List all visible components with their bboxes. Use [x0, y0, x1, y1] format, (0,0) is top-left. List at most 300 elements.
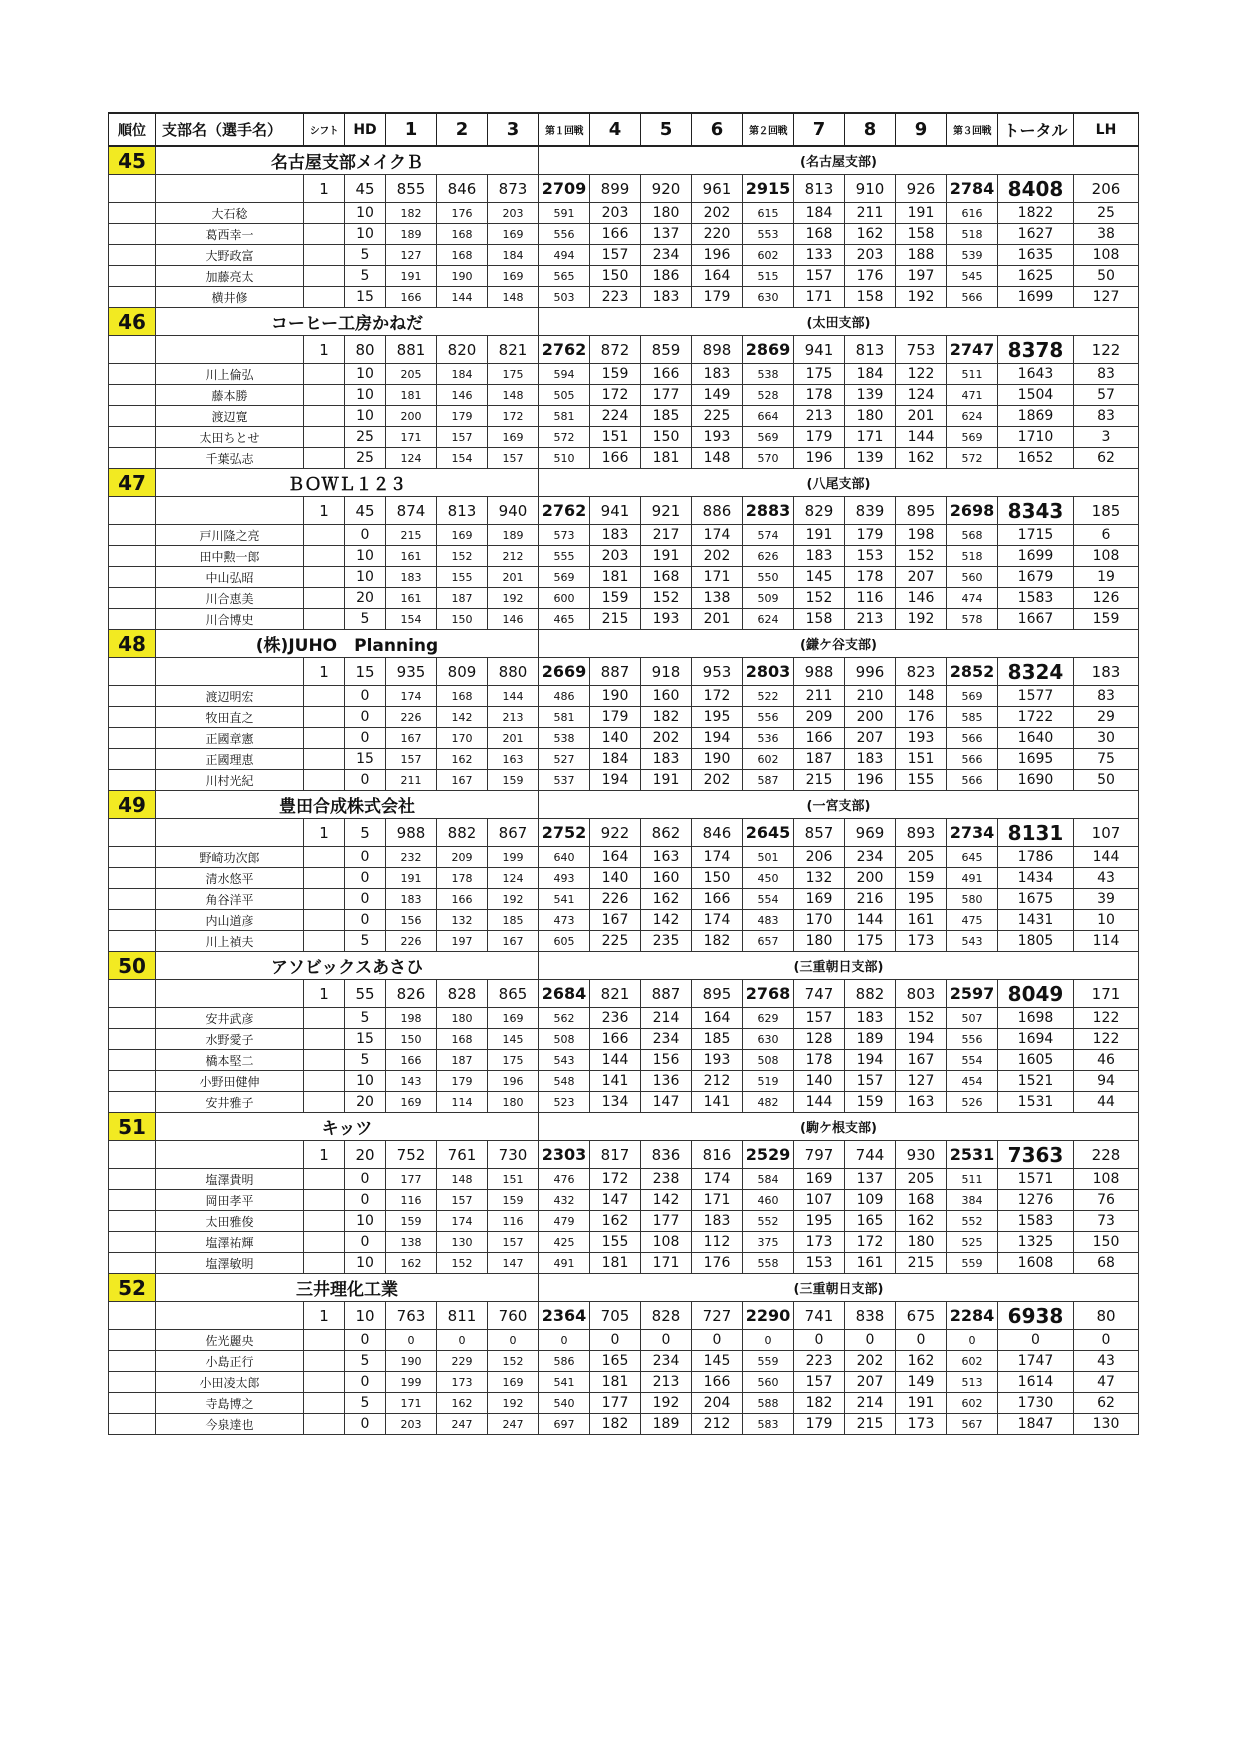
player-score-cell: 142 — [641, 1190, 692, 1211]
header-game-9: 9 — [896, 113, 947, 146]
team-header-row — [109, 469, 1139, 497]
team-total-cell: 941 — [794, 336, 845, 364]
player-score-cell: 565 — [539, 266, 590, 287]
player-score-cell: 168 — [437, 245, 488, 266]
player-score-cell: 10 — [345, 546, 386, 567]
player-row — [109, 1029, 1139, 1050]
team-total-cell: 828 — [437, 980, 488, 1008]
player-score-cell: 161 — [386, 588, 437, 609]
player-score-cell: 384 — [947, 1190, 998, 1211]
player-score-cell: 187 — [437, 588, 488, 609]
team-total-cell: 171 — [1074, 980, 1139, 1008]
player-score-cell: 215 — [386, 525, 437, 546]
player-row — [109, 868, 1139, 889]
player-row — [109, 1092, 1139, 1113]
team-total-cell: 2531 — [947, 1141, 998, 1169]
player-score-cell: 200 — [386, 406, 437, 427]
player-score-cell: 169 — [488, 1008, 539, 1029]
team-rank: 51 — [109, 1113, 156, 1141]
team-total-cell: 826 — [386, 980, 437, 1008]
player-score-cell: 116 — [845, 588, 896, 609]
player-score-cell: 1847 — [998, 1414, 1074, 1435]
standings-table — [108, 112, 1139, 1435]
player-score-cell: 10 — [345, 224, 386, 245]
player-score-cell: 511 — [947, 1169, 998, 1190]
player-score-cell: 1583 — [998, 588, 1074, 609]
team-total-cell: 206 — [1074, 175, 1139, 203]
player-score-cell: 1605 — [998, 1050, 1074, 1071]
player-name: 水野愛子 — [156, 1029, 304, 1050]
player-score-cell: 146 — [437, 385, 488, 406]
player-score-cell: 583 — [743, 1414, 794, 1435]
team-total-cell: 821 — [590, 980, 641, 1008]
player-score-cell: 203 — [845, 245, 896, 266]
player-score-cell: 200 — [845, 707, 896, 728]
player-row — [109, 1330, 1139, 1351]
player-score-cell: 166 — [437, 889, 488, 910]
player-score-cell: 189 — [386, 224, 437, 245]
empty-cell — [109, 1141, 156, 1169]
team-total-cell: 744 — [845, 1141, 896, 1169]
player-name: 川合恵美 — [156, 588, 304, 609]
player-name: 小田凌太郎 — [156, 1372, 304, 1393]
player-score-cell: 169 — [488, 427, 539, 448]
player-score-cell: 190 — [692, 749, 743, 770]
player-score-cell: 162 — [437, 749, 488, 770]
player-score-cell: 159 — [590, 588, 641, 609]
player-score-cell: 179 — [437, 1071, 488, 1092]
player-row — [109, 266, 1139, 287]
player-score-cell: 145 — [488, 1029, 539, 1050]
player-score-cell: 1434 — [998, 868, 1074, 889]
team-total-cell: 817 — [590, 1141, 641, 1169]
player-score-cell: 482 — [743, 1092, 794, 1113]
player-score-cell: 602 — [743, 245, 794, 266]
empty-cell — [109, 1050, 156, 1071]
empty-cell — [109, 1169, 156, 1190]
player-score-cell: 207 — [845, 1372, 896, 1393]
team-total-row — [109, 1141, 1139, 1169]
player-score-cell: 209 — [437, 847, 488, 868]
player-score-cell: 179 — [845, 525, 896, 546]
player-score-cell: 552 — [947, 1211, 998, 1232]
player-score-cell: 181 — [590, 1372, 641, 1393]
team-name: 名古屋支部メイクＢ — [156, 146, 539, 175]
player-score-cell: 167 — [386, 728, 437, 749]
player-score-cell: 553 — [743, 224, 794, 245]
empty-cell — [156, 175, 304, 203]
player-score-cell: 162 — [896, 1351, 947, 1372]
player-row — [109, 1414, 1139, 1435]
player-score-cell: 1640 — [998, 728, 1074, 749]
player-score-cell: 223 — [794, 1351, 845, 1372]
player-score-cell: 234 — [845, 847, 896, 868]
player-score-cell: 150 — [437, 609, 488, 630]
player-score-cell: 144 — [845, 910, 896, 931]
player-score-cell: 554 — [743, 889, 794, 910]
team-total-cell: 2803 — [743, 658, 794, 686]
player-score-cell: 191 — [794, 525, 845, 546]
team-branch: (鎌ケ谷支部) — [539, 630, 1139, 658]
player-score-cell: 148 — [488, 287, 539, 308]
player-score-cell: 197 — [437, 931, 488, 952]
player-score-cell: 1614 — [998, 1372, 1074, 1393]
player-score-cell: 10 — [345, 385, 386, 406]
player-score-cell: 160 — [641, 868, 692, 889]
player-score-cell: 174 — [437, 1211, 488, 1232]
player-score-cell: 179 — [794, 1414, 845, 1435]
player-score-cell: 483 — [743, 910, 794, 931]
player-score-cell: 1822 — [998, 203, 1074, 224]
player-score-cell: 133 — [794, 245, 845, 266]
player-score-cell: 127 — [386, 245, 437, 266]
player-score-cell: 183 — [692, 1211, 743, 1232]
empty-cell — [109, 546, 156, 567]
player-score-cell: 1276 — [998, 1190, 1074, 1211]
player-score-cell: 165 — [845, 1211, 896, 1232]
player-score-cell: 630 — [743, 287, 794, 308]
player-score-cell: 586 — [539, 1351, 590, 1372]
player-score-cell: 560 — [947, 567, 998, 588]
player-score-cell: 161 — [896, 910, 947, 931]
player-score-cell: 130 — [1074, 1414, 1139, 1435]
player-score-cell: 562 — [539, 1008, 590, 1029]
player-score-cell: 185 — [692, 1029, 743, 1050]
player-score-cell: 149 — [896, 1372, 947, 1393]
player-score-cell: 201 — [488, 728, 539, 749]
team-branch: (一宮支部) — [539, 791, 1139, 819]
header-game-3: 3 — [488, 113, 539, 146]
player-score-cell: 20 — [345, 588, 386, 609]
player-score-cell: 450 — [743, 868, 794, 889]
team-total-cell: 15 — [345, 658, 386, 686]
player-score-cell: 190 — [437, 266, 488, 287]
player-score-cell: 108 — [1074, 245, 1139, 266]
player-score-cell: 1786 — [998, 847, 1074, 868]
player-score-cell — [304, 588, 345, 609]
team-total-cell: 1 — [304, 819, 345, 847]
team-total-cell: 811 — [437, 1302, 488, 1330]
player-score-cell: 181 — [386, 385, 437, 406]
player-score-cell: 107 — [794, 1190, 845, 1211]
player-score-cell: 214 — [641, 1008, 692, 1029]
player-score-cell: 570 — [743, 448, 794, 469]
player-row — [109, 1008, 1139, 1029]
player-score-cell: 137 — [641, 224, 692, 245]
player-score-cell: 159 — [488, 1190, 539, 1211]
player-score-cell: 513 — [947, 1372, 998, 1393]
player-score-cell — [304, 686, 345, 707]
empty-cell — [156, 1141, 304, 1169]
player-score-cell: 169 — [386, 1092, 437, 1113]
team-total-cell: 8343 — [998, 497, 1074, 525]
team-total-cell: 6938 — [998, 1302, 1074, 1330]
player-score-cell: 528 — [743, 385, 794, 406]
team-total-cell: 940 — [488, 497, 539, 525]
player-score-cell: 192 — [488, 1393, 539, 1414]
player-row — [109, 1253, 1139, 1274]
player-score-cell: 194 — [590, 770, 641, 791]
player-name: 中山弘昭 — [156, 567, 304, 588]
empty-cell — [109, 224, 156, 245]
player-score-cell: 574 — [743, 525, 794, 546]
team-header-row — [109, 308, 1139, 336]
player-score-cell: 510 — [539, 448, 590, 469]
team-total-cell: 10 — [345, 1302, 386, 1330]
empty-cell — [156, 658, 304, 686]
player-score-cell: 536 — [743, 728, 794, 749]
player-score-cell: 176 — [845, 266, 896, 287]
player-score-cell: 148 — [488, 385, 539, 406]
player-score-cell: 585 — [947, 707, 998, 728]
player-score-cell: 207 — [896, 567, 947, 588]
player-row — [109, 770, 1139, 791]
player-score-cell — [304, 707, 345, 728]
team-total-cell: 2883 — [743, 497, 794, 525]
player-score-cell: 541 — [539, 889, 590, 910]
player-score-cell: 540 — [539, 1393, 590, 1414]
team-header-row — [109, 1274, 1139, 1302]
player-score-cell: 615 — [743, 203, 794, 224]
player-score-cell: 0 — [437, 1330, 488, 1351]
player-score-cell: 175 — [488, 364, 539, 385]
player-score-cell: 171 — [794, 287, 845, 308]
player-score-cell: 50 — [1074, 770, 1139, 791]
team-total-cell: 2529 — [743, 1141, 794, 1169]
team-total-cell: 809 — [437, 658, 488, 686]
player-score-cell: 0 — [345, 868, 386, 889]
player-name: 太田雅俊 — [156, 1211, 304, 1232]
header-row — [109, 113, 1139, 146]
team-total-cell: 2762 — [539, 336, 590, 364]
player-score-cell: 203 — [590, 546, 641, 567]
header-lh: LH — [1074, 113, 1139, 146]
player-score-cell: 1695 — [998, 749, 1074, 770]
empty-cell — [109, 749, 156, 770]
player-score-cell: 173 — [896, 931, 947, 952]
player-score-cell: 180 — [794, 931, 845, 952]
player-score-cell: 38 — [1074, 224, 1139, 245]
player-score-cell: 152 — [641, 588, 692, 609]
player-score-cell: 148 — [692, 448, 743, 469]
player-score-cell: 137 — [845, 1169, 896, 1190]
header-rank: 順位 — [109, 113, 156, 146]
player-row — [109, 427, 1139, 448]
player-score-cell: 178 — [845, 567, 896, 588]
player-score-cell — [304, 1393, 345, 1414]
player-score-cell: 201 — [488, 567, 539, 588]
player-score-cell: 177 — [641, 1211, 692, 1232]
player-score-cell: 580 — [947, 889, 998, 910]
player-score-cell: 175 — [794, 364, 845, 385]
team-total-cell: 867 — [488, 819, 539, 847]
player-score-cell: 169 — [488, 266, 539, 287]
player-score-cell: 150 — [386, 1029, 437, 1050]
player-score-cell: 1625 — [998, 266, 1074, 287]
player-score-cell: 173 — [896, 1414, 947, 1435]
empty-cell — [109, 980, 156, 1008]
player-score-cell: 136 — [641, 1071, 692, 1092]
team-total-cell: 839 — [845, 497, 896, 525]
player-score-cell: 162 — [386, 1253, 437, 1274]
standings-body — [109, 146, 1139, 1435]
player-score-cell: 10 — [345, 1071, 386, 1092]
team-total-cell: 45 — [345, 175, 386, 203]
team-total-cell: 5 — [345, 819, 386, 847]
player-score-cell: 130 — [437, 1232, 488, 1253]
player-score-cell: 183 — [641, 749, 692, 770]
player-score-cell: 602 — [947, 1393, 998, 1414]
player-score-cell: 168 — [437, 224, 488, 245]
player-row — [109, 588, 1139, 609]
team-total-cell: 2284 — [947, 1302, 998, 1330]
player-score-cell — [304, 770, 345, 791]
player-score-cell: 697 — [539, 1414, 590, 1435]
player-score-cell: 216 — [845, 889, 896, 910]
player-score-cell: 181 — [590, 1253, 641, 1274]
player-score-cell: 200 — [845, 868, 896, 889]
player-score-cell: 537 — [539, 770, 590, 791]
player-score-cell: 202 — [692, 770, 743, 791]
player-score-cell: 234 — [641, 245, 692, 266]
player-score-cell — [304, 1232, 345, 1253]
player-score-cell: 147 — [488, 1253, 539, 1274]
team-header-row — [109, 1113, 1139, 1141]
player-score-cell: 213 — [488, 707, 539, 728]
player-score-cell: 169 — [437, 525, 488, 546]
team-total-cell: 813 — [794, 175, 845, 203]
player-row — [109, 1190, 1139, 1211]
player-score-cell: 201 — [692, 609, 743, 630]
player-score-cell: 141 — [692, 1092, 743, 1113]
player-score-cell: 138 — [386, 1232, 437, 1253]
team-total-cell: 953 — [692, 658, 743, 686]
player-row — [109, 1232, 1139, 1253]
player-score-cell — [304, 1211, 345, 1232]
player-score-cell: 145 — [794, 567, 845, 588]
player-score-cell — [304, 1071, 345, 1092]
player-score-cell: 182 — [794, 1393, 845, 1414]
team-total-row — [109, 819, 1139, 847]
player-name: 塩澤祐輝 — [156, 1232, 304, 1253]
player-name: 大野政富 — [156, 245, 304, 266]
empty-cell — [109, 1351, 156, 1372]
player-score-cell: 169 — [488, 224, 539, 245]
player-score-cell: 190 — [386, 1351, 437, 1372]
empty-cell — [109, 609, 156, 630]
player-score-cell: 479 — [539, 1211, 590, 1232]
player-score-cell: 1635 — [998, 245, 1074, 266]
player-row — [109, 203, 1139, 224]
player-score-cell: 217 — [641, 525, 692, 546]
player-score-cell: 39 — [1074, 889, 1139, 910]
player-score-cell — [304, 567, 345, 588]
player-score-cell: 94 — [1074, 1071, 1139, 1092]
player-score-cell: 139 — [845, 385, 896, 406]
player-score-cell: 168 — [794, 224, 845, 245]
player-score-cell: 179 — [794, 427, 845, 448]
player-score-cell: 247 — [488, 1414, 539, 1435]
player-score-cell: 176 — [692, 1253, 743, 1274]
team-total-cell: 1 — [304, 658, 345, 686]
player-score-cell: 473 — [539, 910, 590, 931]
team-total-cell: 882 — [437, 819, 488, 847]
player-score-cell: 83 — [1074, 686, 1139, 707]
team-total-cell: 2364 — [539, 1302, 590, 1330]
player-score-cell: 0 — [345, 525, 386, 546]
player-score-cell: 162 — [641, 889, 692, 910]
team-total-cell: 874 — [386, 497, 437, 525]
empty-cell — [109, 497, 156, 525]
player-score-cell: 151 — [488, 1169, 539, 1190]
player-score-cell: 509 — [743, 588, 794, 609]
team-total-cell: 761 — [437, 1141, 488, 1169]
header-name: 支部名（選手名） — [156, 113, 304, 146]
player-score-cell: 183 — [845, 749, 896, 770]
player-row — [109, 448, 1139, 469]
player-score-cell: 0 — [345, 1169, 386, 1190]
team-total-cell: 2762 — [539, 497, 590, 525]
player-name: 葛西幸一 — [156, 224, 304, 245]
team-name: アソビックスあさひ — [156, 952, 539, 980]
player-name: 今泉達也 — [156, 1414, 304, 1435]
player-score-cell: 0 — [488, 1330, 539, 1351]
player-score-cell: 183 — [386, 889, 437, 910]
player-name: 岡田孝平 — [156, 1190, 304, 1211]
player-score-cell: 465 — [539, 609, 590, 630]
player-score-cell: 215 — [845, 1414, 896, 1435]
player-score-cell: 197 — [896, 266, 947, 287]
player-score-cell: 191 — [386, 266, 437, 287]
team-name: コーヒー工房かねだ — [156, 308, 539, 336]
player-score-cell: 184 — [590, 749, 641, 770]
player-row — [109, 385, 1139, 406]
empty-cell — [109, 1092, 156, 1113]
player-score-cell — [304, 427, 345, 448]
player-score-cell: 157 — [794, 1008, 845, 1029]
player-score-cell: 1325 — [998, 1232, 1074, 1253]
team-total-cell: 926 — [896, 175, 947, 203]
player-score-cell — [304, 364, 345, 385]
player-score-cell: 190 — [590, 686, 641, 707]
empty-cell — [109, 728, 156, 749]
player-score-cell: 568 — [947, 525, 998, 546]
player-row — [109, 1393, 1139, 1414]
player-score-cell: 205 — [386, 364, 437, 385]
player-score-cell: 163 — [896, 1092, 947, 1113]
player-score-cell: 523 — [539, 1092, 590, 1113]
player-score-cell — [304, 1169, 345, 1190]
empty-cell — [109, 847, 156, 868]
player-score-cell: 5 — [345, 1351, 386, 1372]
player-score-cell: 212 — [488, 546, 539, 567]
empty-cell — [109, 588, 156, 609]
player-score-cell: 156 — [641, 1050, 692, 1071]
header-game-7: 7 — [794, 113, 845, 146]
player-score-cell: 0 — [641, 1330, 692, 1351]
player-score-cell: 172 — [692, 686, 743, 707]
player-score-cell: 192 — [896, 609, 947, 630]
player-score-cell: 143 — [386, 1071, 437, 1092]
player-score-cell: 1571 — [998, 1169, 1074, 1190]
player-score-cell: 1699 — [998, 287, 1074, 308]
player-score-cell: 162 — [845, 224, 896, 245]
player-score-cell: 1643 — [998, 364, 1074, 385]
player-score-cell: 10 — [345, 1211, 386, 1232]
team-branch: (名古屋支部) — [539, 146, 1139, 175]
player-score-cell: 657 — [743, 931, 794, 952]
player-score-cell: 183 — [590, 525, 641, 546]
